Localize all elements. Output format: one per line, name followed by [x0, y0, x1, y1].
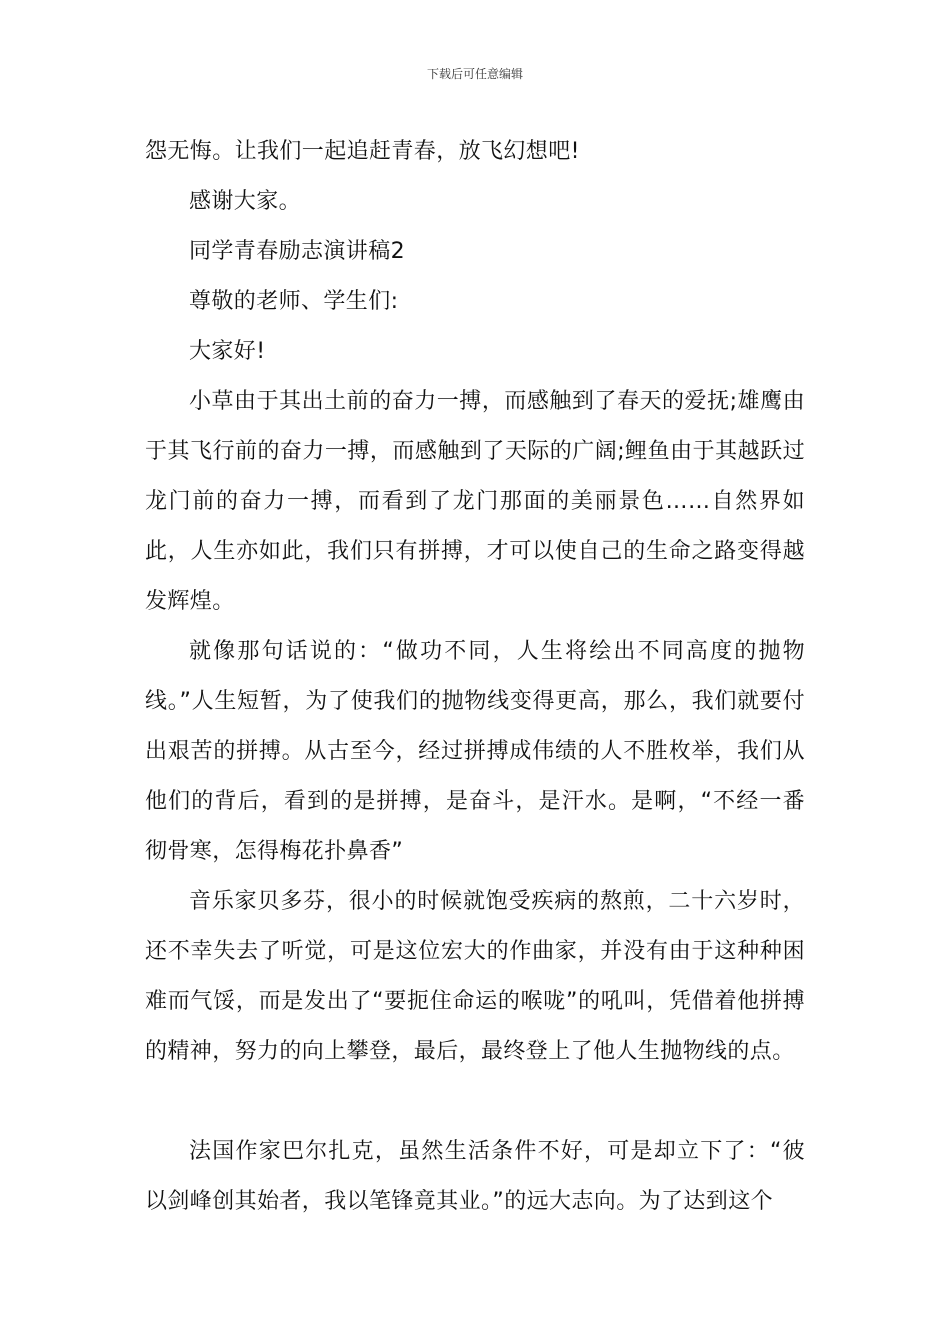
page-header: 下载后可任意编辑	[426, 67, 523, 81]
paragraph-continuation: 怨无悔。让我们一起追赶青春，放飞幻想吧!	[145, 139, 580, 164]
paragraph-nature: 小草由于其出土前的奋力一搏，而感触到了春天的爱抚;雄鹰由于其飞行前的奋力一搏，而感触到了天际的广阔;鲤鱼由于其越跃过龙门前的奋力一搏，而看到了龙门那面的美丽景色……自然界如此，人生亦如此，我们只有拼搏，才可以使自己的生命之路变得越发辉煌。	[145, 389, 805, 614]
greeting: 大家好!	[189, 339, 266, 364]
paragraph-balzac: 法国作家巴尔扎克，虽然生活条件不好，可是却立下了：“彼以剑峰创其始者，我以笔锋竟其业。”的远大志向。为了达到这个	[145, 1139, 805, 1214]
paragraph-beethoven: 音乐家贝多芬，很小的时候就饱受疾病的熬煎，二十六岁时，还不幸失去了听觉，可是这位宏大的作曲家，并没有由于这种种困难而气馁，而是发出了“要扼住命运的喉咙”的吼叫，凭借着他拼搏的精神，努力的向上攀登，最后，最终登上了他人生抛物线的点。	[145, 889, 805, 1064]
paragraph-thanks: 感谢大家。	[189, 189, 302, 214]
paragraph-parabola: 就像那句话说的：“做功不同，人生将绘出不同高度的抛物线。”人生短暂，为了使我们的抛物线变得更高，那么，我们就要付出艰苦的拼搏。从古至今，经过拼搏成伟绩的人不胜枚举，我们从他们的背后，看到的是拼搏，是奋斗，是汗水。是啊，“不经一番彻骨寒，怎得梅花扑鼻香”	[145, 639, 805, 864]
section-title: 同学青春励志演讲稿2	[189, 239, 405, 264]
document-body	[145, 127, 805, 1227]
salutation: 尊敬的老师、学生们:	[189, 289, 399, 314]
